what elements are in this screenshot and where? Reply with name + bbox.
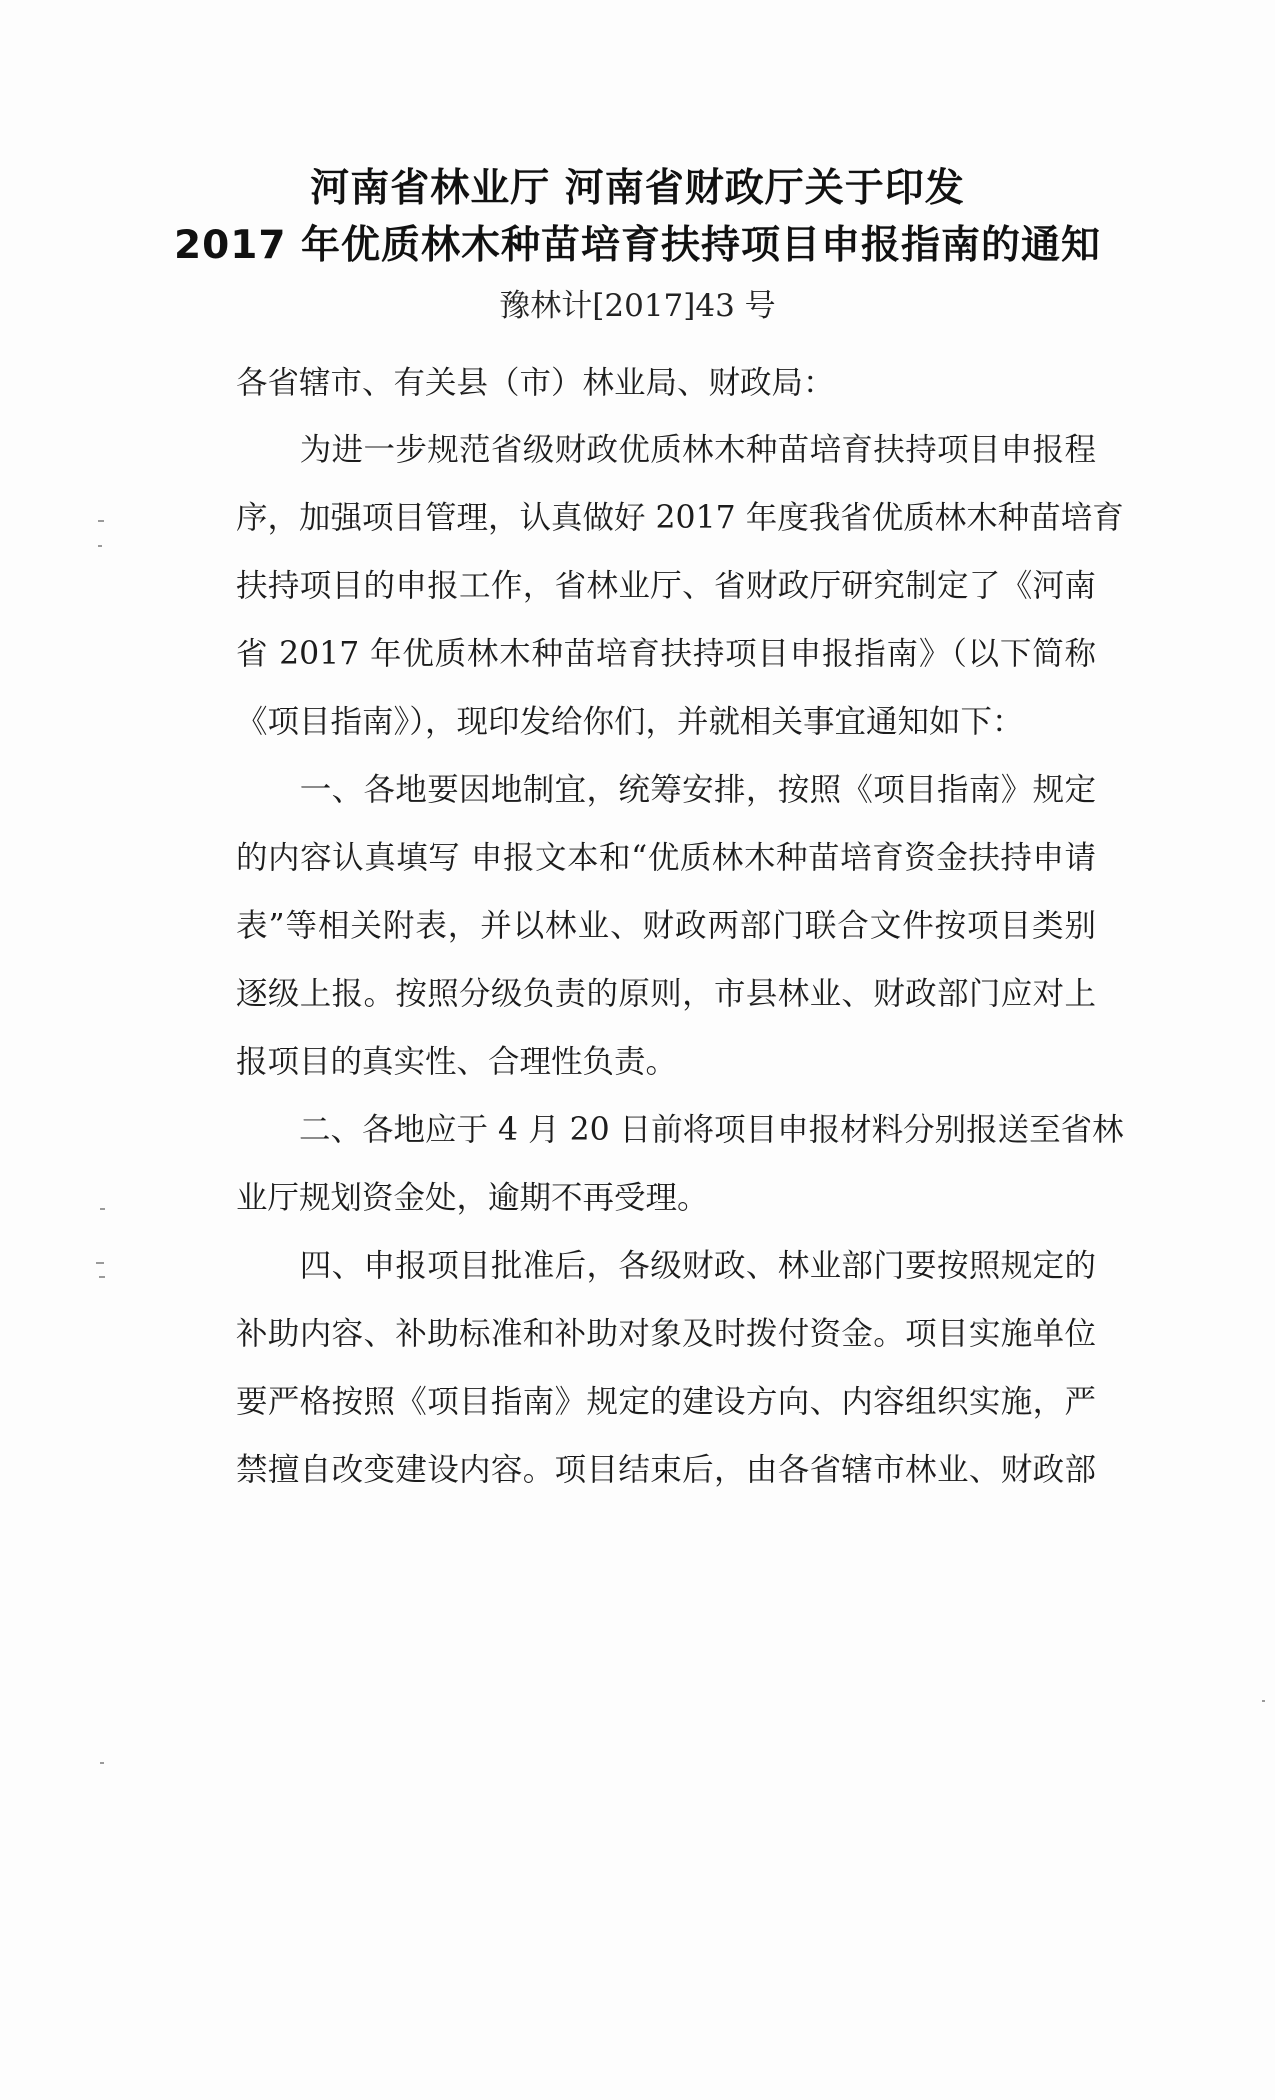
salutation: 各省辖市、有关县（市）林业局、财政局： [236,365,835,401]
paragraph-1-line-1: 为进一步规范省级财政优质林木种苗培育扶持项目申报程 [236,432,1096,468]
paragraph-1-line-5: 《项目指南》），现印发给你们，并就相关事宜通知如下： [236,704,1024,740]
paragraph-2-line-1: 一、各地要因地制宜，统筹安排，按照《项目指南》规定 [236,772,1096,808]
scan-speck [1262,1700,1265,1702]
paragraph-4-line-3: 要严格按照《项目指南》规定的建设方向、内容组织实施，严 [236,1384,1096,1420]
document-title-line-2: 2017 年优质林木种苗培育扶持项目申报指南的通知 [173,223,1102,268]
paragraph-1-line-3: 扶持项目的申报工作，省林业厅、省财政厅研究制定了《河南 [236,568,1096,604]
paragraph-3-line-1: 二、各地应于 4 月 20 日前将项目申报材料分别报送至省林 [236,1112,1124,1148]
paragraph-4-line-4: 禁擅自改变建设内容。项目结束后，由各省辖市林业、财政部 [236,1452,1096,1488]
paragraph-4-line-2: 补助内容、补助标准和补助对象及时拨付资金。项目实施单位 [236,1316,1096,1352]
paragraph-2-line-4: 逐级上报。按照分级负责的原则，市县林业、财政部门应对上 [236,976,1096,1012]
scan-speck [98,545,102,547]
scan-speck [98,520,104,522]
paragraph-2-line-5: 报项目的真实性、合理性负责。 [236,1044,678,1080]
paragraph-2-line-2: 的内容认真填写 申报文本和“优质林木种苗培育资金扶持申请 [236,840,1096,876]
document-title-line-1: 河南省林业厅 河南省财政厅关于印发 [310,166,965,211]
paragraph-4-line-1: 四、申报项目批准后，各级财政、林业部门要按照规定的 [236,1248,1096,1284]
paragraph-1-line-4: 省 2017 年优质林木种苗培育扶持项目申报指南》（以下简称 [236,636,1096,672]
scan-speck [99,1276,105,1278]
paragraph-2-line-3: 表”等相关附表，并以林业、财政两部门联合文件按项目类别 [236,908,1096,944]
paragraph-1-line-2: 序，加强项目管理，认真做好 2017 年度我省优质林木种苗培育 [236,500,1124,536]
paragraph-3-line-2: 业厅规划资金处，逾期不再受理。 [236,1180,709,1216]
document-number: 豫林计[2017]43 号 [499,288,776,324]
scan-speck [96,1262,104,1264]
scan-speck [100,1208,105,1210]
scan-speck [100,1762,104,1764]
